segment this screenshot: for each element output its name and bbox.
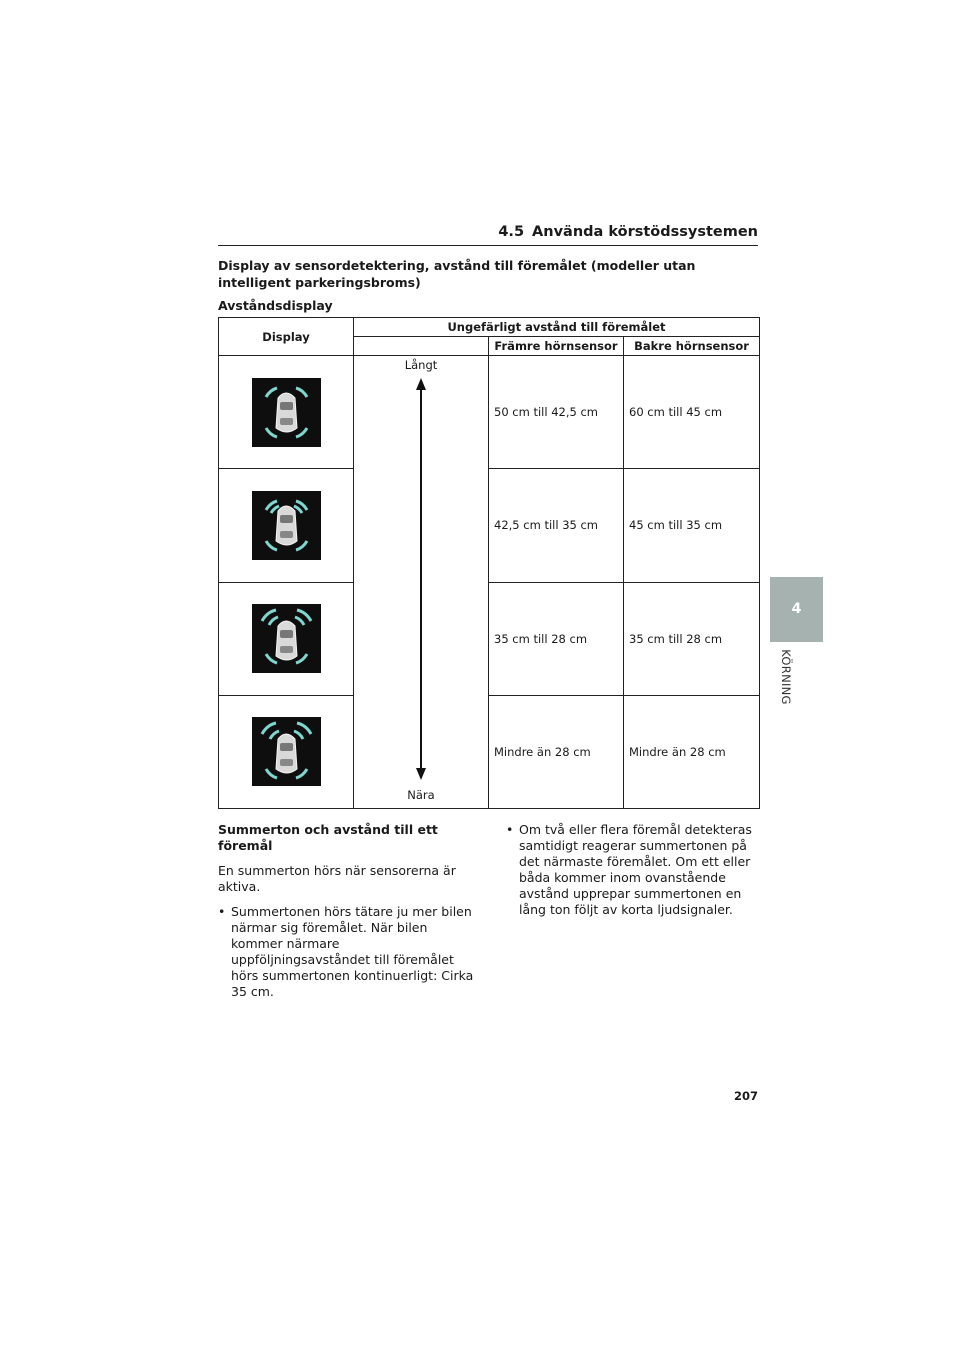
rear-value: Mindre än 28 cm bbox=[624, 695, 760, 808]
sensor-display-image bbox=[252, 604, 321, 673]
page-heading: Display av sensordetektering, avstånd till föremålet (modeller utan intelligent parkeringsbroms) bbox=[218, 258, 696, 290]
section-title: Använda körstödssystemen bbox=[532, 224, 758, 240]
table-title: Avståndsdisplay bbox=[218, 298, 333, 313]
front-value: 35 cm till 28 cm bbox=[489, 582, 624, 695]
col-group-header: Ungefärligt avstånd till föremålet bbox=[354, 318, 760, 337]
col-front-header: Främre hörnsensor bbox=[489, 337, 624, 356]
rear-value: 45 cm till 35 cm bbox=[624, 469, 760, 582]
col-rear-header: Bakre hörnsensor bbox=[624, 337, 760, 356]
car-top-view-icon bbox=[252, 491, 321, 560]
double-arrow-icon bbox=[414, 378, 428, 780]
rear-value: 35 cm till 28 cm bbox=[624, 582, 760, 695]
car-top-view-icon bbox=[252, 717, 321, 786]
bullet-item: • Om två eller flera föremål detekteras samtidigt reagerar summertonen på det närmaste föremålet. Om ett eller båda kommer inom ovanstående avstånd upprepar summertonen en lång ton följt av korta ljudsignaler. bbox=[506, 822, 758, 918]
rear-value: 60 cm till 45 cm bbox=[624, 356, 760, 469]
left-column bbox=[218, 822, 480, 1009]
chapter-label bbox=[776, 642, 796, 712]
chapter-label-text: KÖRNING bbox=[779, 649, 793, 705]
table-row bbox=[219, 695, 760, 808]
bullet-item: • Summertonen hörs tätare ju mer bilen närmar sig föremålet. När bilen kommer närmare uppföljningsavståndet till föremålet hörs summertonen kontinuerligt: Cirka 35 cm. bbox=[218, 904, 480, 1000]
display-cell bbox=[219, 582, 354, 695]
sensor-display-image bbox=[252, 717, 321, 786]
col-display-header: Display bbox=[219, 318, 354, 356]
front-value: Mindre än 28 cm bbox=[489, 695, 624, 808]
display-cell bbox=[219, 695, 354, 808]
distance-table bbox=[218, 317, 760, 809]
section-number: 4.5 bbox=[498, 224, 525, 240]
sensor-display-image bbox=[252, 491, 321, 560]
body-heading: Summerton och avstånd till ett föremål bbox=[218, 822, 438, 853]
table-row bbox=[219, 356, 760, 469]
display-cell bbox=[219, 469, 354, 582]
car-top-view-icon bbox=[252, 604, 321, 673]
front-value: 50 cm till 42,5 cm bbox=[489, 356, 624, 469]
page-number: 207 bbox=[733, 1089, 758, 1103]
right-column bbox=[506, 822, 758, 918]
car-top-view-icon bbox=[252, 378, 321, 447]
body-paragraph: En summerton hörs när sensorerna är aktiva. bbox=[218, 863, 456, 894]
table-row bbox=[219, 469, 760, 582]
display-cell bbox=[219, 356, 354, 469]
arrow-bottom-label: Nära bbox=[407, 788, 435, 802]
front-value: 42,5 cm till 35 cm bbox=[489, 469, 624, 582]
table-row bbox=[219, 582, 760, 695]
col-empty-header bbox=[354, 337, 489, 356]
chapter-tab: 4 bbox=[770, 577, 823, 642]
section-header bbox=[218, 224, 758, 246]
distance-arrow-cell bbox=[354, 356, 489, 809]
sensor-display-image bbox=[252, 378, 321, 447]
arrow-top-label: Långt bbox=[404, 358, 438, 372]
